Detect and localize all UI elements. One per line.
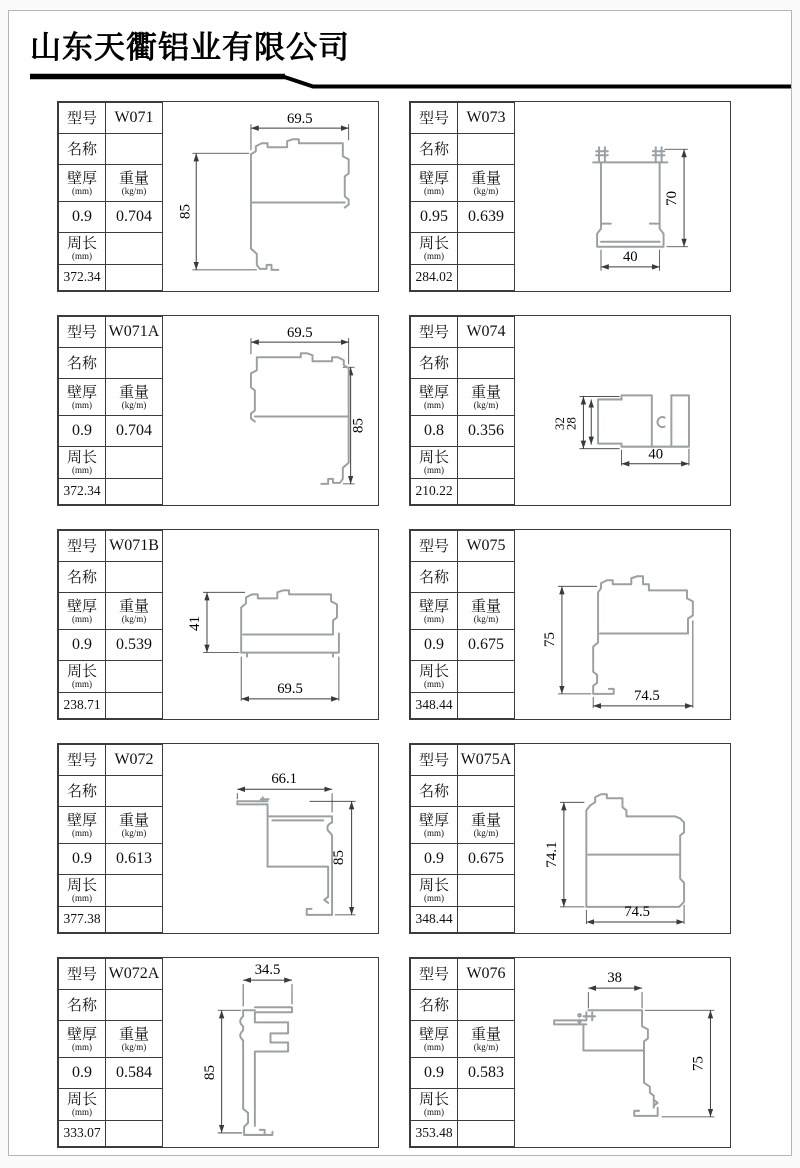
drawing-area	[163, 958, 378, 1147]
dim-width-label: 74.5	[624, 903, 650, 920]
weight-value: 0.639	[458, 201, 515, 232]
empty-cell	[106, 692, 163, 718]
empty-cell	[458, 1120, 515, 1146]
dim-width-label: 69.5	[286, 324, 313, 342]
profile-outline	[251, 139, 349, 270]
name-value	[106, 348, 163, 379]
profile-card-w071	[57, 101, 379, 292]
empty-cell	[458, 660, 515, 692]
profile-grid	[57, 101, 731, 1148]
dimension-lines	[580, 396, 689, 465]
drawing-area	[163, 316, 378, 505]
model-label: 型号	[411, 959, 458, 990]
weight-label: 重量 (kg/m)	[106, 807, 163, 843]
profile-card-w075	[409, 529, 731, 720]
dim-width-label: 38	[607, 969, 623, 987]
profile-drawing-w071a	[163, 316, 378, 505]
thickness-label: 壁厚 (mm)	[411, 593, 458, 629]
dim-width-label: 74.5	[634, 687, 660, 704]
profile-drawing-w074	[515, 316, 730, 505]
name-label: 名称	[59, 348, 106, 379]
model-value: W075	[458, 531, 515, 562]
profile-outline	[593, 147, 667, 247]
catalog-page	[8, 10, 792, 1156]
dim-height-outer-label: 32	[553, 417, 567, 431]
spec-table	[58, 102, 163, 291]
perimeter-label: 周长 (mm)	[59, 660, 106, 692]
weight-label: 重量 (kg/m)	[458, 1021, 515, 1057]
name-label: 名称	[411, 776, 458, 807]
model-value: W076	[458, 959, 515, 990]
model-value: W072A	[106, 959, 163, 990]
profile-card-w072a	[57, 957, 379, 1148]
dim-width-label: 69.5	[286, 110, 313, 128]
dimension-lines	[558, 586, 693, 708]
thickness-value: 0.9	[59, 629, 106, 660]
perimeter-label: 周长 (mm)	[411, 232, 458, 264]
drawing-area	[163, 744, 378, 933]
profile-outline	[598, 395, 689, 446]
empty-cell	[106, 660, 163, 692]
name-value	[106, 134, 163, 165]
profile-drawing-w075a	[515, 744, 730, 933]
weight-value: 0.584	[106, 1057, 163, 1088]
name-label: 名称	[59, 990, 106, 1021]
perimeter-label: 周长 (mm)	[59, 232, 106, 264]
profile-outline	[251, 353, 349, 484]
dim-height-label: 41	[187, 615, 204, 632]
name-value	[458, 990, 515, 1021]
empty-cell	[106, 264, 163, 290]
thickness-value: 0.9	[59, 415, 106, 446]
model-label: 型号	[411, 103, 458, 134]
spec-table	[410, 958, 515, 1147]
name-value	[106, 776, 163, 807]
drawing-area	[515, 958, 730, 1147]
dim-width-label: 40	[648, 446, 664, 463]
weight-label: 重量 (kg/m)	[106, 1021, 163, 1057]
header-divider-line	[9, 73, 791, 91]
thickness-value: 0.8	[411, 415, 458, 446]
dimension-lines	[192, 124, 348, 270]
dim-width-label: 66.1	[271, 771, 298, 788]
dim-height-label: 85	[201, 1065, 218, 1081]
drawing-area	[515, 530, 730, 719]
weight-value: 0.704	[106, 201, 163, 232]
profile-outline	[240, 1007, 292, 1135]
profile-card-w072	[57, 743, 379, 934]
profile-drawing-w071b	[163, 530, 378, 719]
name-value	[458, 134, 515, 165]
name-value	[458, 348, 515, 379]
thickness-label: 壁厚 (mm)	[411, 807, 458, 843]
dim-width-label: 40	[622, 248, 638, 265]
name-label: 名称	[59, 562, 106, 593]
profile-drawing-w071	[163, 102, 378, 291]
name-label: 名称	[59, 134, 106, 165]
thickness-label: 壁厚 (mm)	[411, 1021, 458, 1057]
model-label: 型号	[59, 531, 106, 562]
drawing-area	[163, 530, 378, 719]
perimeter-value: 377.38	[59, 906, 106, 932]
name-label: 名称	[411, 134, 458, 165]
empty-cell	[458, 692, 515, 718]
weight-value: 0.356	[458, 415, 515, 446]
perimeter-value: 348.44	[411, 906, 458, 932]
empty-cell	[106, 1120, 163, 1146]
perimeter-label: 周长 (mm)	[411, 660, 458, 692]
empty-cell	[458, 446, 515, 478]
perimeter-label: 周长 (mm)	[411, 1088, 458, 1120]
empty-cell	[458, 264, 515, 290]
thickness-label: 壁厚 (mm)	[59, 379, 106, 415]
spec-table	[410, 744, 515, 933]
profile-outline	[554, 1010, 658, 1116]
weight-label: 重量 (kg/m)	[458, 165, 515, 201]
thickness-value: 0.9	[59, 843, 106, 874]
profile-card-w071b	[57, 529, 379, 720]
perimeter-value: 372.34	[59, 264, 106, 290]
profile-card-w073	[409, 101, 731, 292]
empty-cell	[106, 446, 163, 478]
spec-table	[58, 744, 163, 933]
dim-height-label: 85	[330, 850, 347, 866]
profile-outline	[586, 794, 684, 907]
thickness-label: 壁厚 (mm)	[59, 593, 106, 629]
perimeter-label: 周长 (mm)	[59, 446, 106, 478]
weight-value: 0.583	[458, 1057, 515, 1088]
drawing-area	[515, 316, 730, 505]
thickness-label: 壁厚 (mm)	[411, 165, 458, 201]
thickness-value: 0.9	[59, 201, 106, 232]
profile-card-w074	[409, 315, 731, 506]
weight-value: 0.613	[106, 843, 163, 874]
dim-height-label: 85	[350, 418, 367, 434]
empty-cell	[458, 1088, 515, 1120]
spec-table	[410, 316, 515, 505]
weight-label: 重量 (kg/m)	[458, 379, 515, 415]
thickness-value: 0.9	[59, 1057, 106, 1088]
empty-cell	[106, 1088, 163, 1120]
empty-cell	[458, 874, 515, 906]
thickness-value: 0.9	[411, 629, 458, 660]
profile-drawing-w076	[515, 958, 730, 1147]
perimeter-label: 周长 (mm)	[59, 874, 106, 906]
perimeter-label: 周长 (mm)	[411, 874, 458, 906]
profile-outline	[237, 797, 332, 915]
dim-height-inner-label: 28	[564, 417, 579, 431]
empty-cell	[106, 232, 163, 264]
perimeter-value: 372.34	[59, 478, 106, 504]
name-label: 名称	[59, 776, 106, 807]
spec-table	[410, 530, 515, 719]
name-label: 名称	[411, 990, 458, 1021]
profile-card-w071a	[57, 315, 379, 506]
spec-table	[58, 958, 163, 1147]
drawing-area	[163, 102, 378, 291]
empty-cell	[106, 906, 163, 932]
name-value	[458, 776, 515, 807]
empty-cell	[458, 478, 515, 504]
weight-label: 重量 (kg/m)	[458, 593, 515, 629]
profile-drawing-w073	[515, 102, 730, 291]
weight-label: 重量 (kg/m)	[106, 379, 163, 415]
dim-height-label: 75	[542, 632, 559, 648]
thickness-value: 0.95	[411, 201, 458, 232]
name-label: 名称	[411, 562, 458, 593]
profile-drawing-w075	[515, 530, 730, 719]
profile-outline	[241, 590, 339, 656]
perimeter-label: 周长 (mm)	[59, 1088, 106, 1120]
dimension-lines	[601, 149, 688, 271]
empty-cell	[106, 478, 163, 504]
thickness-value: 0.9	[411, 1057, 458, 1088]
model-value: W071A	[106, 317, 163, 348]
empty-cell	[458, 232, 515, 264]
weight-value: 0.675	[458, 629, 515, 660]
model-value: W071B	[106, 531, 163, 562]
name-label: 名称	[411, 348, 458, 379]
dimension-lines	[203, 592, 339, 701]
perimeter-label: 周长 (mm)	[411, 446, 458, 478]
model-label: 型号	[59, 317, 106, 348]
dimension-lines	[560, 802, 684, 924]
profile-card-w075a	[409, 743, 731, 934]
weight-label: 重量 (kg/m)	[458, 807, 515, 843]
name-value	[106, 562, 163, 593]
model-value: W075A	[458, 745, 515, 776]
weight-value: 0.539	[106, 629, 163, 660]
dim-height-label: 74.1	[544, 841, 560, 868]
empty-cell	[458, 906, 515, 932]
perimeter-value: 284.02	[411, 264, 458, 290]
weight-value: 0.675	[458, 843, 515, 874]
perimeter-value: 238.71	[59, 692, 106, 718]
weight-label: 重量 (kg/m)	[106, 593, 163, 629]
empty-cell	[106, 874, 163, 906]
dimension-lines	[251, 338, 355, 484]
perimeter-value: 353.48	[411, 1120, 458, 1146]
dim-height-label: 75	[690, 1056, 707, 1072]
dim-height-label: 85	[177, 204, 194, 220]
profile-card-w076	[409, 957, 731, 1148]
model-label: 型号	[411, 531, 458, 562]
model-value: W074	[458, 317, 515, 348]
name-value	[106, 990, 163, 1021]
model-label: 型号	[411, 317, 458, 348]
model-value: W071	[106, 103, 163, 134]
dim-height-label: 70	[664, 190, 681, 207]
thickness-label: 壁厚 (mm)	[59, 807, 106, 843]
company-title: 山东天衢铝业有限公司	[30, 30, 350, 65]
model-label: 型号	[59, 959, 106, 990]
profile-drawing-w072	[163, 744, 378, 933]
model-label: 型号	[59, 745, 106, 776]
name-value	[458, 562, 515, 593]
dim-width-label: 69.5	[277, 680, 303, 697]
thickness-label: 壁厚 (mm)	[59, 1021, 106, 1057]
thickness-label: 壁厚 (mm)	[411, 379, 458, 415]
thickness-label: 壁厚 (mm)	[59, 165, 106, 201]
perimeter-value: 210.22	[411, 478, 458, 504]
spec-table	[58, 530, 163, 719]
drawing-area	[515, 744, 730, 933]
weight-label: 重量 (kg/m)	[106, 165, 163, 201]
drawing-area	[515, 102, 730, 291]
profile-outline	[593, 576, 693, 694]
perimeter-value: 333.07	[59, 1120, 106, 1146]
model-label: 型号	[411, 745, 458, 776]
model-value: W073	[458, 103, 515, 134]
model-value: W072	[106, 745, 163, 776]
dimension-lines	[588, 988, 714, 1117]
dim-width-label: 34.5	[254, 961, 281, 979]
spec-table	[410, 102, 515, 291]
thickness-value: 0.9	[411, 843, 458, 874]
perimeter-value: 348.44	[411, 692, 458, 718]
spec-table	[58, 316, 163, 505]
weight-value: 0.704	[106, 415, 163, 446]
model-label: 型号	[59, 103, 106, 134]
profile-drawing-w072a	[163, 958, 378, 1147]
